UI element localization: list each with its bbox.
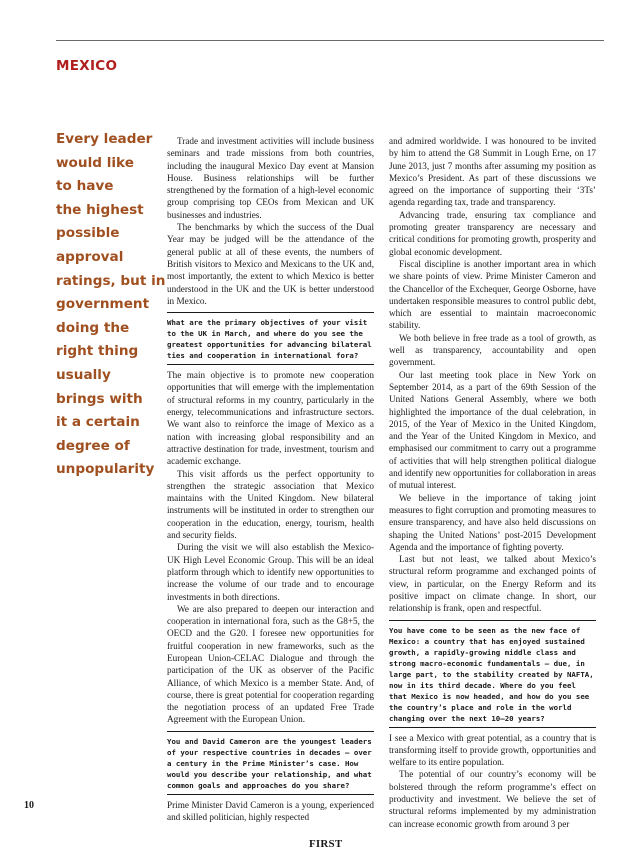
pull-quote-line: brings with bbox=[56, 390, 143, 407]
interview-question: You have come to be seen as the new face of Mexico: a country that has enjoyed sustained growth, a rapidly-growing middle class and strong macro-economic fundamentals – due, in large part, to the stability created by NAFTA, now in its third decade. Where do you feel that Mexico is now headed, and how do you see the country’s place and role in the world changing over the next 10–20 years? bbox=[389, 620, 596, 728]
pull-quote-line: government bbox=[56, 296, 150, 313]
interview-question: What are the primary objectives of your visit to the UK in March, and where do you see the greatest opportunities for advancing bilateral ties and cooperation in international fora? bbox=[167, 312, 374, 365]
pull-quote-line: right thing bbox=[56, 343, 139, 360]
paragraph: During the visit we will also establish the Mexico-UK High Level Economic Group. This will be an ideal platform through which to identify new opportunities to increase the volume of our trade and to encourage investments in both directions. bbox=[167, 542, 374, 602]
paragraph: Last but not least, we talked about Mexico’s structural reform programme and exchanged points of view, in particular, on the Energy Reform and its positive impact on climate change. In short, our relationship is frank, open and respectful. bbox=[389, 554, 596, 614]
pull-quote-line: doing the bbox=[56, 319, 130, 336]
pull-quote-line: would like bbox=[56, 154, 134, 171]
pull-quote-line: possible bbox=[56, 225, 120, 242]
interview-question: You and David Cameron are the youngest leaders of your respective countries in decades – over a century in the Prime Minister’s case. How would you describe your relationship, and what common goals and approaches do you share? bbox=[167, 731, 374, 795]
pull-quote-line: usually bbox=[56, 366, 111, 383]
paragraph: and admired worldwide. I was honoured to be invited by him to attend the G8 Summit in Lough Erne, on 17 June 2013, just 7 months after assuming my position as Mexico’s President. As part of these discussions we agreed on the importance of supporting their ‘3Ts’ agenda regarding tax, trade and transparency. bbox=[389, 136, 596, 208]
section-title: MEXICO bbox=[56, 58, 118, 74]
pull-quote-line: approval bbox=[56, 248, 124, 265]
pull-quote-line: it a certain bbox=[56, 414, 140, 431]
pull-quote-line: unpopularity bbox=[56, 461, 155, 478]
paragraph: Our last meeting took place in New York on September 2014, as a part of the 69th Session of the United Nations General Assembly, where we both highlighted the importance of the dual celebration, in 2015, of the Year of Mexico in the United Kingdom, and the Year of the United Kingdom in Mexico, and emphasised our commitment to carry out a programme of activities that will help strengthen political dialogue and identify new opportunities for collaboration in areas of mutual interest. bbox=[389, 369, 596, 491]
paragraph: Trade and investment activities will include business seminars and trade missions from both countries, including the inaugural Mexico Day event at Mansion House. Business relationships will be further strengthened by the formation of a high-level economic group comprising top CEOs from Mexican and UK businesses and industries. bbox=[167, 136, 374, 220]
paragraph: We are also prepared to deepen our interaction and cooperation in international fora, such as the G8+5, the OECD and the G20. I foresee new opportunities for fruitful cooperation in new frameworks, such as the European Union-CELAC Dialogue and through the participation of the UK as observer of the Pacific Alliance, of which Mexico is a member State. And, of course, there is great potential for cooperation regarding the negotiation process of an updated Free Trade Agreement with the European Union. bbox=[167, 603, 374, 725]
header-rule bbox=[56, 40, 604, 41]
paragraph: The main objective is to promote new cooperation opportunities that will emerge with the implementation of structural reforms in my country, particularly in the energy, telecommunications and infrastructure sectors. We want also to reinforce the image of Mexico as a nation with increasing global responsibility and an attractive destination for trade, investment, tourism and academic exchange. bbox=[167, 370, 374, 467]
pull-quote-line: ratings, but in bbox=[56, 272, 166, 289]
article-column-2 bbox=[389, 135, 596, 830]
pull-quote-line: the highest bbox=[56, 201, 144, 218]
article-column-1 bbox=[167, 135, 374, 823]
pull-quote-line: degree of bbox=[56, 437, 130, 454]
page-number: 10 bbox=[24, 800, 34, 811]
paragraph: This visit affords us the perfect opportunity to strengthen the strategic association that Mexico maintains with the United Kingdom. New bilateral instruments will be instituted in order to strengthen our cooperation in the education, energy, tourism, health and security fields. bbox=[167, 468, 374, 541]
pull-quote bbox=[56, 128, 166, 482]
publication-logo: FIRST bbox=[309, 838, 343, 850]
paragraph: We both believe in free trade as a tool of growth, as well as transparency, accountability and open government. bbox=[389, 332, 596, 368]
paragraph: Fiscal discipline is another important area in which we share points of view. Prime Minister Cameron and the Chancellor of the Exchequer, George Osborne, have undertaken responsible measures to control public debt, which are essential to maintain macroeconomic stability. bbox=[389, 258, 596, 331]
paragraph: The benchmarks by which the success of the Dual Year may be judged will be the attendance of the general public at all of these events, the numbers of British visitors to Mexico and Mexicans to the UK and, most importantly, the extent to which Mexico is better understood in the UK and the UK is better understood in Mexico. bbox=[167, 222, 374, 306]
paragraph: We believe in the importance of taking joint measures to fight corruption and promoting measures to ensure transparency, and have also held discussions on shaping the United Nations’ post-2015 Development Agenda and the importance of fighting poverty. bbox=[389, 492, 596, 552]
paragraph: Advancing trade, ensuring tax compliance and promoting greater transparency are necessary and critical conditions for promoting growth, prosperity and global economic development. bbox=[389, 209, 596, 257]
paragraph: Prime Minister David Cameron is a young, experienced and skilled politician, highly respected bbox=[167, 799, 374, 823]
pull-quote-line: to have bbox=[56, 178, 114, 195]
paragraph: The potential of our country’s economy will be bolstered through the reform programme’s effect on productivity and investment. We believe the set of structural reforms implemented by my administration can increase economic growth from around 3 per bbox=[389, 769, 596, 829]
pull-quote-line: Every leader bbox=[56, 131, 153, 147]
paragraph: I see a Mexico with great potential, as a country that is transforming itself to provide growth, opportunities and welfare to its entire population. bbox=[389, 732, 596, 768]
